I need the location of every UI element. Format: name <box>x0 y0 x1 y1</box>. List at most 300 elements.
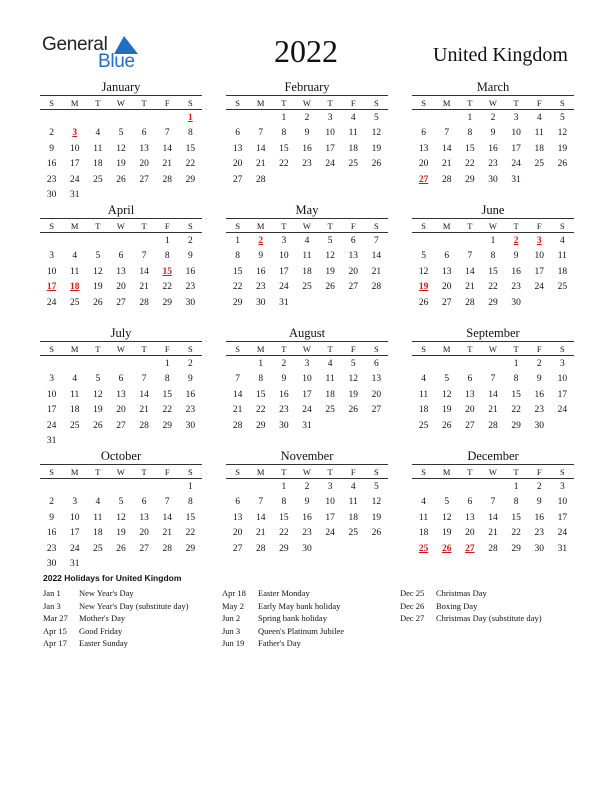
day-cell: 5 <box>350 358 356 369</box>
day-cell: 25 <box>69 297 80 308</box>
day-cell: 30 <box>185 297 196 308</box>
day-cell: 23 <box>255 282 266 293</box>
day-cell: 28 <box>371 282 382 293</box>
week-row <box>412 510 574 526</box>
weekday-label: W <box>116 343 125 354</box>
day-cell: 15 <box>185 143 196 154</box>
day-cell: 20 <box>232 159 243 170</box>
day-cell: 20 <box>232 528 243 539</box>
month-calendar <box>226 80 388 188</box>
day-cell: 15 <box>255 389 266 400</box>
day-cell: 30 <box>534 420 544 431</box>
day-cell: 13 <box>116 389 126 400</box>
day-cell: 14 <box>139 389 149 400</box>
day-cell: 5 <box>373 481 379 492</box>
week-row <box>40 526 202 542</box>
day-cell: 8 <box>281 497 287 508</box>
day-cell: 10 <box>557 497 568 508</box>
day-cell: 6 <box>421 128 426 139</box>
day-cell: 29 <box>162 297 172 308</box>
holiday-item-name: Easter Sunday <box>79 638 128 649</box>
week-row <box>40 387 202 403</box>
week-row <box>40 434 202 450</box>
day-cell: 14 <box>162 143 172 154</box>
holiday-item <box>222 612 344 625</box>
holiday-item-date: Dec 25 <box>400 588 425 599</box>
day-cell: 5 <box>444 374 450 385</box>
day-cell: 10 <box>325 497 335 508</box>
week-row <box>226 110 388 126</box>
weekday-header <box>226 95 388 110</box>
day-cell: 13 <box>348 251 358 262</box>
day-cell: 9 <box>49 143 54 154</box>
holiday-date: 2 <box>258 235 264 246</box>
day-cell: 10 <box>534 251 544 262</box>
weekday-label: T <box>141 220 147 231</box>
day-cell: 17 <box>69 159 80 170</box>
week-row <box>226 526 388 542</box>
week-row <box>412 249 574 265</box>
day-cell: 25 <box>69 420 80 431</box>
month-calendar <box>40 80 202 203</box>
holiday-date: 2 <box>513 235 519 246</box>
day-cell: 16 <box>46 528 57 539</box>
day-cell: 3 <box>49 251 54 262</box>
day-cell: 16 <box>511 266 521 277</box>
day-cell: 11 <box>348 128 358 139</box>
weekday-header <box>40 341 202 356</box>
day-cell: 2 <box>304 112 310 123</box>
day-cell: 13 <box>232 512 243 523</box>
month-calendar <box>226 203 388 311</box>
weekday-label: T <box>513 466 519 477</box>
weekday-label: M <box>70 97 79 108</box>
day-cell: 29 <box>232 297 243 308</box>
week-row <box>412 264 574 280</box>
weekday-header <box>226 464 388 479</box>
day-cell: 22 <box>465 159 475 170</box>
weekday-label: F <box>164 97 170 108</box>
day-cell: 16 <box>185 266 196 277</box>
day-cell: 22 <box>488 282 498 293</box>
day-cell: 7 <box>164 497 170 508</box>
day-cell: 16 <box>185 389 196 400</box>
day-cell: 24 <box>69 174 80 185</box>
weekday-label: M <box>442 220 451 231</box>
weekday-label: F <box>164 343 170 354</box>
holiday-item-name: Christmas Day <box>436 588 487 599</box>
day-cell: 24 <box>46 420 57 431</box>
day-cell: 19 <box>348 389 358 400</box>
weekday-label: T <box>327 97 333 108</box>
month-calendar <box>412 449 574 557</box>
weekday-label: W <box>302 97 311 108</box>
day-cell: 18 <box>348 512 358 523</box>
weekday-label: S <box>235 220 240 231</box>
day-cell: 3 <box>49 374 54 385</box>
holiday-item-name: Father's Day <box>258 638 301 649</box>
day-cell: 22 <box>232 282 243 293</box>
holiday-item-name: New Year's Day (substitute day) <box>79 600 189 611</box>
week-row <box>226 495 388 511</box>
day-cell: 23 <box>302 159 312 170</box>
weekday-label: T <box>95 220 101 231</box>
day-cell: 29 <box>255 420 266 431</box>
day-cell: 10 <box>46 389 57 400</box>
day-cell: 24 <box>325 528 335 539</box>
day-cell: 13 <box>116 266 126 277</box>
day-cell: 20 <box>418 159 429 170</box>
day-cell: 17 <box>302 389 312 400</box>
day-cell: 17 <box>69 528 80 539</box>
day-cell: 21 <box>488 405 498 416</box>
day-cell: 21 <box>162 159 172 170</box>
page-header <box>0 0 612 70</box>
holiday-item <box>222 637 344 650</box>
day-cell: 24 <box>325 159 335 170</box>
weekday-label: F <box>350 97 356 108</box>
day-cell: 5 <box>559 112 565 123</box>
weekday-label: M <box>442 466 451 477</box>
day-cell: 5 <box>327 235 333 246</box>
day-cell: 2 <box>49 497 54 508</box>
day-cell: 16 <box>255 266 266 277</box>
holiday-item-name: Christmas Day (substitute day) <box>436 613 542 624</box>
weekday-label: T <box>513 97 519 108</box>
day-cell: 1 <box>467 112 473 123</box>
day-cell: 19 <box>93 405 103 416</box>
holiday-item-name: Boxing Day <box>436 600 478 611</box>
day-cell: 21 <box>162 528 172 539</box>
month-title: June <box>481 203 505 217</box>
day-cell: 4 <box>536 112 542 123</box>
day-cell: 20 <box>371 389 382 400</box>
day-cell: 27 <box>116 297 126 308</box>
holiday-item-name: Mother's Day <box>79 613 126 624</box>
day-cell: 7 <box>490 374 496 385</box>
day-cell: 14 <box>162 512 172 523</box>
day-cell: 24 <box>69 543 80 554</box>
week-row <box>412 526 574 542</box>
day-cell: 12 <box>371 128 382 139</box>
day-cell: 4 <box>95 128 101 139</box>
month-title: October <box>100 449 142 463</box>
day-cell: 10 <box>279 251 289 262</box>
day-cell: 18 <box>325 389 335 400</box>
holiday-date: 25 <box>418 543 429 554</box>
day-cell: 2 <box>536 481 542 492</box>
day-cell: 3 <box>513 112 519 123</box>
day-cell: 23 <box>46 543 57 554</box>
day-cell: 17 <box>279 266 289 277</box>
day-cell: 9 <box>513 251 519 262</box>
day-cell: 4 <box>421 374 426 385</box>
day-cell: 30 <box>302 543 312 554</box>
day-cell: 8 <box>467 128 473 139</box>
day-cell: 19 <box>441 528 452 539</box>
day-cell: 14 <box>488 512 498 523</box>
day-cell: 29 <box>185 543 196 554</box>
day-cell: 20 <box>465 405 475 416</box>
day-cell: 17 <box>46 405 57 416</box>
day-cell: 15 <box>465 143 475 154</box>
day-cell: 4 <box>350 112 356 123</box>
week-row <box>412 356 574 372</box>
holiday-date: 27 <box>465 543 475 554</box>
day-cell: 29 <box>511 420 521 431</box>
weekday-label: W <box>488 97 497 108</box>
week-row <box>412 479 574 495</box>
day-cell: 17 <box>557 389 568 400</box>
day-cell: 26 <box>441 420 452 431</box>
weekday-label: W <box>302 466 311 477</box>
day-cell: 9 <box>187 374 193 385</box>
day-cell: 9 <box>536 497 542 508</box>
week-row <box>412 280 574 296</box>
day-cell: 28 <box>255 174 266 185</box>
week-row <box>226 264 388 280</box>
holiday-date: 18 <box>69 282 80 293</box>
weekday-label: F <box>164 220 170 231</box>
day-cell: 28 <box>162 174 172 185</box>
day-cell: 4 <box>72 251 78 262</box>
week-row <box>40 233 202 249</box>
weekday-label: T <box>467 220 473 231</box>
day-cell: 27 <box>139 174 149 185</box>
weekday-label: F <box>350 466 356 477</box>
day-cell: 9 <box>187 251 193 262</box>
day-cell: 8 <box>164 374 170 385</box>
day-cell: 19 <box>441 405 452 416</box>
week-row <box>40 110 202 126</box>
week-row <box>412 233 574 249</box>
weekday-label: M <box>256 343 265 354</box>
week-row <box>40 295 202 311</box>
week-row <box>40 280 202 296</box>
weekday-label: T <box>467 466 473 477</box>
day-cell: 3 <box>559 481 565 492</box>
day-cell: 17 <box>325 143 335 154</box>
day-cell: 23 <box>279 405 289 416</box>
day-cell: 4 <box>327 358 333 369</box>
holiday-item-name: Good Friday <box>79 625 123 636</box>
day-cell: 21 <box>371 266 382 277</box>
weekday-header <box>412 341 574 356</box>
weekday-label: S <box>49 220 54 231</box>
day-cell: 30 <box>46 559 57 570</box>
weekday-label: F <box>536 220 542 231</box>
weekday-header <box>412 464 574 479</box>
day-cell: 25 <box>534 159 544 170</box>
country-name: United Kingdom <box>433 44 568 66</box>
day-cell: 30 <box>534 543 544 554</box>
day-cell: 28 <box>139 420 149 431</box>
day-cell: 20 <box>116 405 126 416</box>
day-cell: 28 <box>255 543 266 554</box>
day-cell: 22 <box>511 528 521 539</box>
holiday-item-name: New Year's Day <box>79 588 134 599</box>
week-row <box>226 295 388 311</box>
week-row <box>226 233 388 249</box>
week-row <box>40 541 202 557</box>
day-cell: 16 <box>534 389 544 400</box>
day-cell: 25 <box>557 282 568 293</box>
day-cell: 13 <box>418 143 429 154</box>
day-cell: 8 <box>281 128 287 139</box>
holiday-item-name: Queen's Platinum Jubilee <box>258 625 345 636</box>
day-cell: 6 <box>373 358 379 369</box>
week-row <box>412 372 574 388</box>
day-cell: 12 <box>93 266 103 277</box>
day-cell: 29 <box>185 174 196 185</box>
day-cell: 2 <box>490 112 496 123</box>
weekday-label: T <box>513 343 519 354</box>
day-cell: 22 <box>279 159 289 170</box>
day-cell: 8 <box>164 251 170 262</box>
day-cell: 28 <box>139 297 149 308</box>
day-cell: 8 <box>513 497 519 508</box>
day-cell: 23 <box>534 528 544 539</box>
day-cell: 20 <box>465 528 475 539</box>
weekday-label: T <box>141 466 147 477</box>
day-cell: 26 <box>371 159 382 170</box>
weekday-label: F <box>536 343 542 354</box>
holiday-item-name: Spring bank holiday <box>258 613 327 624</box>
month-calendar <box>40 203 202 311</box>
day-cell: 19 <box>371 143 382 154</box>
day-cell: 16 <box>488 143 498 154</box>
day-cell: 1 <box>235 235 240 246</box>
day-cell: 30 <box>255 297 266 308</box>
holiday-item <box>400 587 542 600</box>
day-cell: 1 <box>490 235 496 246</box>
day-cell: 13 <box>465 512 475 523</box>
day-cell: 8 <box>513 374 519 385</box>
holiday-item-date: Jan 1 <box>43 588 61 599</box>
day-cell: 17 <box>557 512 568 523</box>
weekday-label: W <box>488 343 497 354</box>
day-cell: 28 <box>488 543 498 554</box>
day-cell: 19 <box>93 282 103 293</box>
day-cell: 18 <box>418 405 429 416</box>
day-cell: 12 <box>557 128 568 139</box>
month-title: January <box>101 80 141 94</box>
day-cell: 9 <box>536 374 542 385</box>
holiday-item-date: May 2 <box>222 600 244 611</box>
day-cell: 22 <box>185 528 196 539</box>
holiday-item <box>43 637 188 650</box>
day-cell: 16 <box>302 143 312 154</box>
day-cell: 2 <box>187 358 193 369</box>
day-cell: 21 <box>441 159 452 170</box>
day-cell: 2 <box>536 358 542 369</box>
day-cell: 25 <box>302 282 312 293</box>
day-cell: 28 <box>488 420 498 431</box>
day-cell: 23 <box>185 282 196 293</box>
weekday-label: M <box>256 220 265 231</box>
day-cell: 19 <box>557 143 568 154</box>
day-cell: 12 <box>116 512 126 523</box>
day-cell: 4 <box>95 497 101 508</box>
holiday-item-name: Early May bank holiday <box>258 600 341 611</box>
day-cell: 21 <box>465 282 475 293</box>
day-cell: 18 <box>557 266 568 277</box>
day-cell: 3 <box>559 358 565 369</box>
day-cell: 15 <box>488 266 498 277</box>
day-cell: 17 <box>511 143 521 154</box>
weekday-header <box>40 95 202 110</box>
weekday-label: S <box>187 466 193 477</box>
weekday-label: T <box>327 343 333 354</box>
weekday-label: S <box>421 220 426 231</box>
day-cell: 21 <box>488 528 498 539</box>
weekday-header <box>226 341 388 356</box>
weekday-label: T <box>281 466 287 477</box>
day-cell: 11 <box>302 251 312 262</box>
day-cell: 22 <box>162 405 172 416</box>
weekday-label: S <box>187 97 193 108</box>
day-cell: 20 <box>139 159 149 170</box>
day-cell: 2 <box>49 128 54 139</box>
day-cell: 9 <box>304 128 310 139</box>
month-calendar <box>40 326 202 449</box>
weekday-label: T <box>467 343 473 354</box>
weekday-label: S <box>373 97 379 108</box>
week-row <box>226 280 388 296</box>
week-row <box>226 126 388 142</box>
day-cell: 7 <box>235 374 240 385</box>
day-cell: 11 <box>418 389 429 400</box>
day-cell: 7 <box>467 251 473 262</box>
day-cell: 9 <box>490 128 496 139</box>
weekday-label: W <box>116 466 125 477</box>
day-cell: 12 <box>418 266 429 277</box>
holiday-item <box>222 625 344 638</box>
week-row <box>412 126 574 142</box>
holiday-item-date: Jan 3 <box>43 600 61 611</box>
day-cell: 20 <box>348 266 358 277</box>
holiday-item-date: Dec 27 <box>400 613 425 624</box>
month-title: February <box>284 80 330 94</box>
day-cell: 20 <box>139 528 149 539</box>
day-cell: 14 <box>255 512 266 523</box>
day-cell: 26 <box>325 282 335 293</box>
day-cell: 10 <box>69 143 80 154</box>
month-calendar <box>226 326 388 434</box>
day-cell: 16 <box>302 512 312 523</box>
day-cell: 6 <box>467 497 473 508</box>
weekday-label: S <box>49 343 54 354</box>
day-cell: 30 <box>511 297 521 308</box>
day-cell: 13 <box>371 374 382 385</box>
month-calendar <box>412 326 574 434</box>
day-cell: 31 <box>302 420 312 431</box>
holiday-item-date: Mar 27 <box>43 613 68 624</box>
day-cell: 3 <box>327 481 333 492</box>
day-cell: 4 <box>350 481 356 492</box>
day-cell: 24 <box>557 528 568 539</box>
day-cell: 27 <box>232 174 243 185</box>
weekday-label: S <box>421 466 426 477</box>
weekday-label: S <box>421 343 426 354</box>
day-cell: 23 <box>302 528 312 539</box>
day-cell: 11 <box>534 128 544 139</box>
day-cell: 7 <box>258 497 264 508</box>
day-cell: 12 <box>116 143 126 154</box>
day-cell: 10 <box>46 266 57 277</box>
day-cell: 29 <box>511 543 521 554</box>
week-row <box>40 495 202 511</box>
